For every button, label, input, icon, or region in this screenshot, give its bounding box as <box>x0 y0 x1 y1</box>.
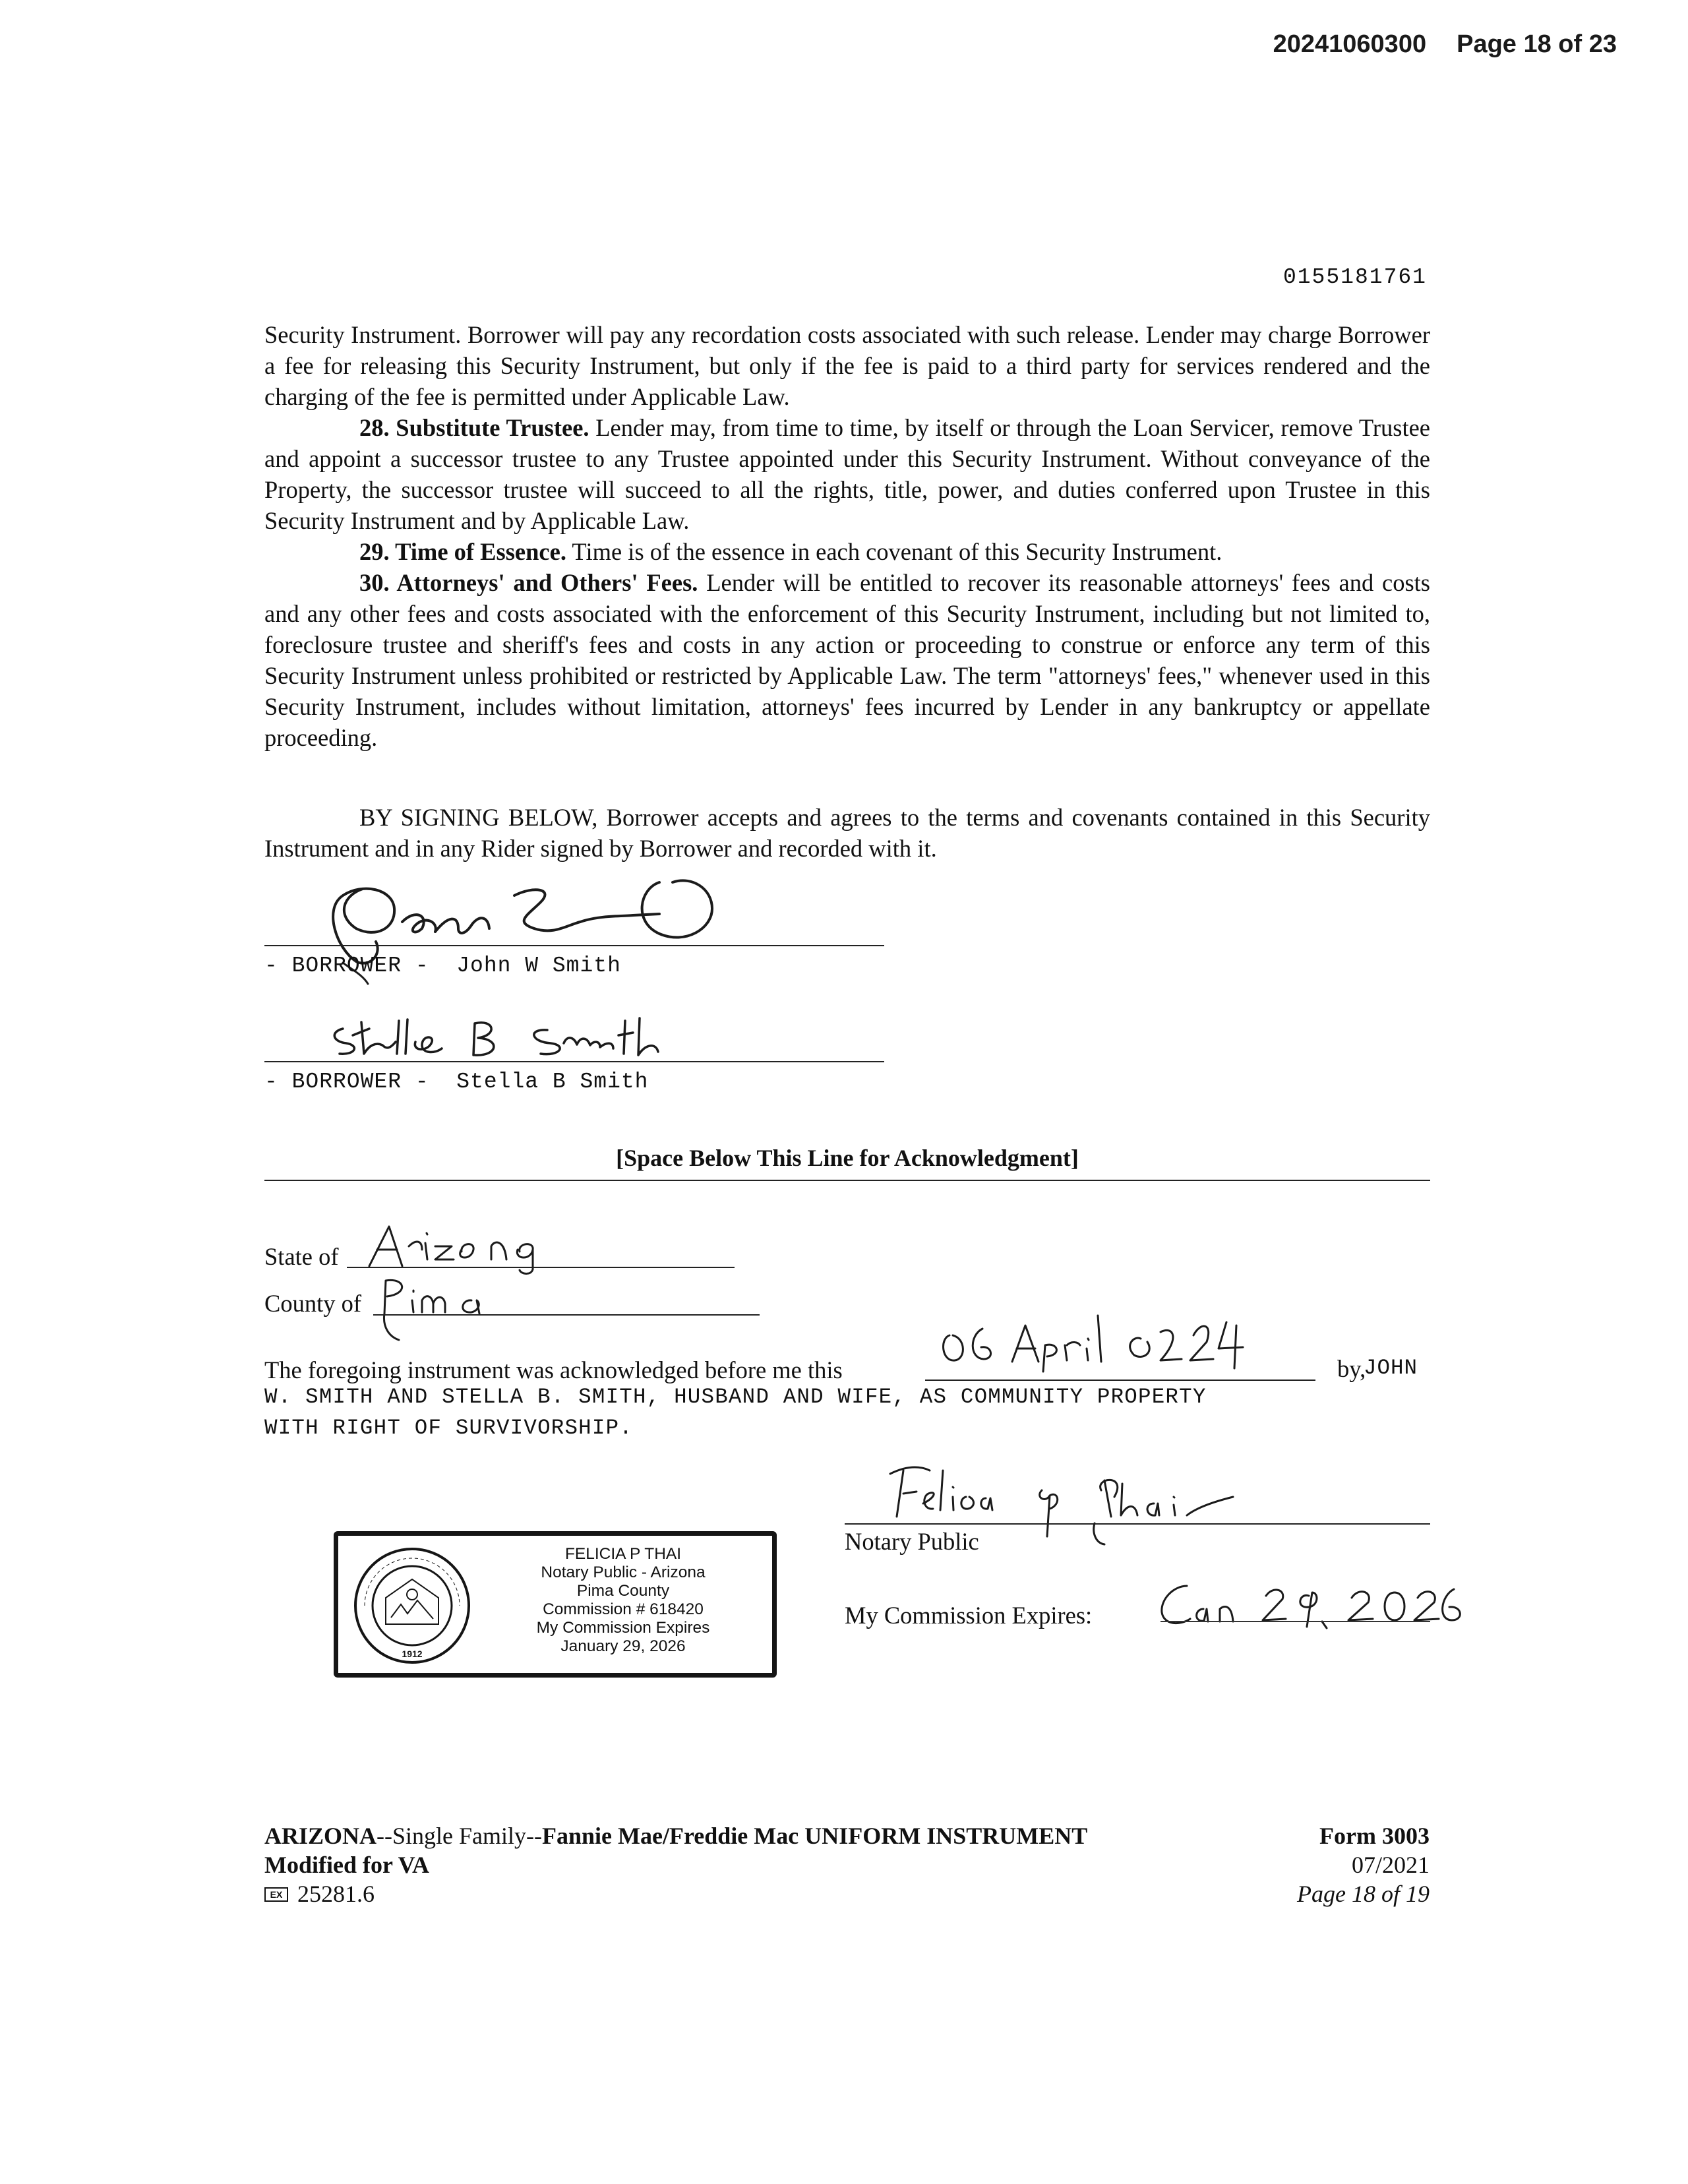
parties-line-2: W. SMITH AND STELLA B. SMITH, HUSBAND AND WIFE, AS COMMUNITY PROPERTY <box>264 1385 1207 1409</box>
county-label: County of <box>264 1290 362 1317</box>
document-number: 20241060300 <box>1273 30 1427 58</box>
stamp-line: My Commission Expires <box>536 1619 710 1637</box>
footer-type: --Single Family-- <box>377 1823 542 1849</box>
by-label: by, <box>1337 1355 1366 1382</box>
footer-modified: Modified for VA <box>264 1852 430 1878</box>
form-modifier-line <box>264 1850 1087 1879</box>
footer-code: 25281.6 <box>297 1881 375 1907</box>
signing-statement-block <box>264 802 1430 864</box>
section-29-title: 29. Time of Essence. <box>359 538 566 565</box>
stamp-line: January 29, 2026 <box>560 1637 686 1655</box>
arizona-seal-icon <box>351 1545 473 1666</box>
borrower-2-signature <box>323 1016 719 1062</box>
section-28-title: 28. Substitute Trustee. <box>359 414 589 441</box>
form-code-line <box>264 1879 1087 1908</box>
state-label: State of <box>264 1243 339 1270</box>
borrower-1-signature-line <box>264 945 884 946</box>
parties-line-3: WITH RIGHT OF SURVIVORSHIP. <box>264 1416 633 1440</box>
county-field-line <box>373 1314 760 1316</box>
section-30-text: Lender will be entitled to recover its reasonable attorneys' fees and costs and any other fees and costs associated with the enforcement of this Security Instrument, including but not limited to, foreclosure trustee and sheriff's fees and costs in any action or proceeding to construe or enforce any term of this Security Instrument unless prohibited or restricted by Applicable Law. The term "attorneys' fees," whenever used in this Security Instrument, includes without limitation, attorneys' fees incurred by Lender in any bankruptcy or appellate proceeding. <box>264 569 1431 751</box>
acknowledgment-prefix: The foregoing instrument was acknowledged before me this <box>264 1356 843 1383</box>
svg-text:1912: 1912 <box>402 1649 423 1659</box>
section-29-text: Time is of the essence in each covenant of this Security Instrument. <box>566 538 1222 565</box>
form-title-line <box>264 1821 1087 1850</box>
stamp-text <box>478 1545 768 1656</box>
state-field-line <box>347 1267 735 1268</box>
borrower-2-label: - BORROWER - Stella B Smith <box>264 1070 649 1094</box>
county-handwritten-value <box>373 1274 544 1347</box>
commission-expires-label: My Commission Expires: <box>845 1602 1093 1629</box>
form-footer-left <box>264 1821 1087 1908</box>
footer-instrument: Fannie Mae/Freddie Mac UNIFORM INSTRUMENT <box>541 1823 1088 1849</box>
acknowledgment-heading: [Space Below This Line for Acknowledgment] <box>616 1145 1079 1171</box>
paragraph-continuation: Security Instrument. Borrower will pay any recordation costs associated with such release. Lender may charge Borrower a fee for releasing this Security Instrument, but only if the fee is paid to a third party for services rendered and the charging of the fee is permitted under Applicable Law. <box>264 321 1430 410</box>
section-28-text: Lender may, from time to time, by itself or through the Loan Servicer, remove Trustee and appoint a successor trustee to any Trustee appointed under this Security Instrument. Without conveyance of the Property, the successor trustee will succeed to all the rights, title, power, and duties conferred upon Trustee in this Security Instrument and by Applicable Law. <box>264 414 1430 534</box>
date-handwritten-value <box>936 1309 1279 1375</box>
footer-state: ARIZONA <box>264 1823 377 1849</box>
page-indicator: Page 18 of 23 <box>1457 30 1617 58</box>
notary-signature-line <box>845 1523 1430 1525</box>
form-number: Form 3003 <box>1319 1823 1430 1849</box>
ellie-mae-icon: EX <box>264 1887 288 1902</box>
form-page: Page 18 of 19 <box>1297 1881 1430 1907</box>
document-body <box>264 319 1430 753</box>
section-30 <box>264 567 1430 753</box>
state-handwritten-value <box>356 1220 554 1273</box>
stamp-line: Notary Public - Arizona <box>541 1563 706 1581</box>
section-30-title: 30. Attorneys' and Others' Fees. <box>359 569 698 596</box>
recording-header <box>1273 30 1617 59</box>
stamp-line: Commission # 618420 <box>543 1600 704 1618</box>
date-field-line <box>925 1380 1315 1381</box>
borrower-2-signature-line <box>264 1061 884 1062</box>
parties-first-word: JOHN <box>1364 1356 1418 1380</box>
loan-number: 0155181761 <box>1282 265 1427 289</box>
commission-handwritten-value <box>1154 1579 1451 1632</box>
notary-stamp <box>334 1531 777 1678</box>
notary-public-label: Notary Public <box>845 1528 979 1555</box>
form-footer-right <box>1297 1821 1430 1908</box>
stamp-line: FELICIA P THAI <box>564 1545 682 1563</box>
stamp-line: Pima County <box>576 1582 670 1600</box>
section-28 <box>264 412 1430 536</box>
form-date: 07/2021 <box>1351 1852 1430 1878</box>
acknowledgment-rule <box>264 1180 1430 1181</box>
section-29 <box>264 536 1430 567</box>
signing-statement: BY SIGNING BELOW, Borrower accepts and agrees to the terms and covenants contained in this Security Instrument and in any Rider signed by Borrower and recorded with it. <box>264 804 1430 862</box>
commission-field-line <box>1160 1621 1430 1622</box>
borrower-1-label: - BORROWER - John W Smith <box>264 954 621 978</box>
